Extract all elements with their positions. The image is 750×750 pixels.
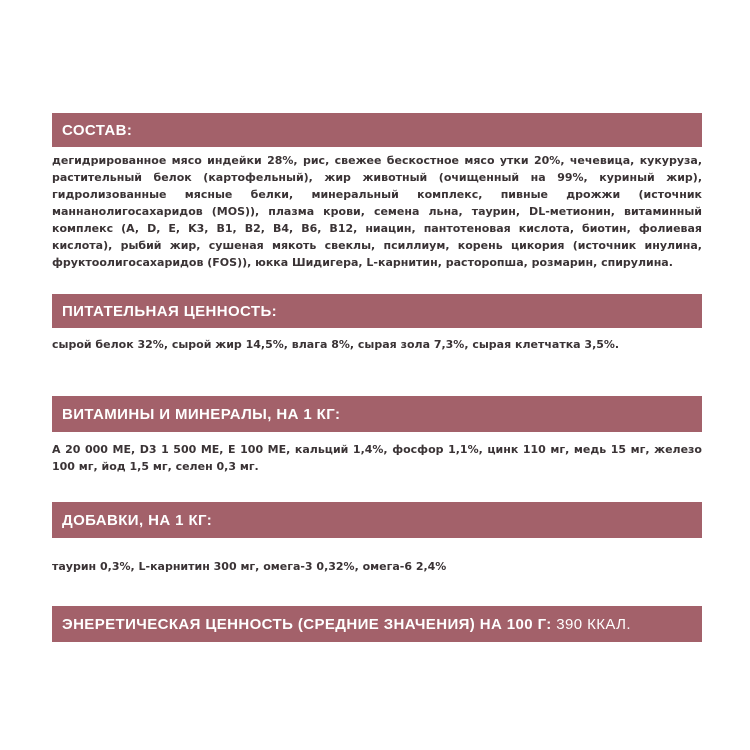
- vitamins-title: ВИТАМИНЫ И МИНЕРАЛЫ, НА 1 КГ:: [62, 405, 341, 423]
- energy-header: [52, 606, 702, 642]
- vitamins-header: [52, 396, 702, 432]
- additives-text: таурин 0,3%, L-карнитин 300 мг, омега-3 0,32%, омега-6 2,4%: [52, 560, 447, 573]
- nutrition-header: [52, 294, 702, 328]
- composition-header: [52, 113, 702, 147]
- energy-value: 390 ККАЛ.: [556, 615, 631, 633]
- composition-title: СОСТАВ:: [62, 121, 133, 139]
- composition-text: дегидрированное мясо индейки 28%, рис, свежее бескостное мясо утки 20%, чечевица, кукуруза, растительный белок (картофельный), жир животный (очищенный на 99%, куриный жир), гидролизованные мясные белки, минеральный комплекс, пивные дрожжи (источник маннанолигосахаридов (MOS)), плазма крови, семена льна, таурин, DL-метионин, витаминный комплекс (A, D, E, K3, B1, B2, B4, B6, B12, ниацин, пантотеновая кислота, биотин, фолиевая кислота), рыбий жир, сушеная мякоть свеклы, псиллиум, корень цикория (источник инулина, фруктоолигосахаридов (FOS)), юкка Шидигера, L-карнитин, расторопша, розмарин, спирулина.: [52, 154, 702, 269]
- additives-title: ДОБАВКИ, НА 1 КГ:: [62, 511, 213, 529]
- energy-title: ЭНЕРЕТИЧЕСКАЯ ЦЕННОСТЬ (СРЕДНИЕ ЗНАЧЕНИЯ) НА 100 Г:: [62, 615, 552, 633]
- vitamins-text: А 20 000 МЕ, D3 1 500 МЕ, Е 100 МЕ, кальций 1,4%, фосфор 1,1%, цинк 110 мг, медь 15 мг, железо 100 мг, йод 1,5 мг, селен 0,3 мг.: [52, 443, 702, 473]
- nutrition-title: ПИТАТЕЛЬНАЯ ЦЕННОСТЬ:: [62, 302, 278, 320]
- additives-header: [52, 502, 702, 538]
- nutrition-text: сырой белок 32%, сырой жир 14,5%, влага 8%, сырая зола 7,3%, сырая клетчатка 3,5%.: [52, 338, 620, 351]
